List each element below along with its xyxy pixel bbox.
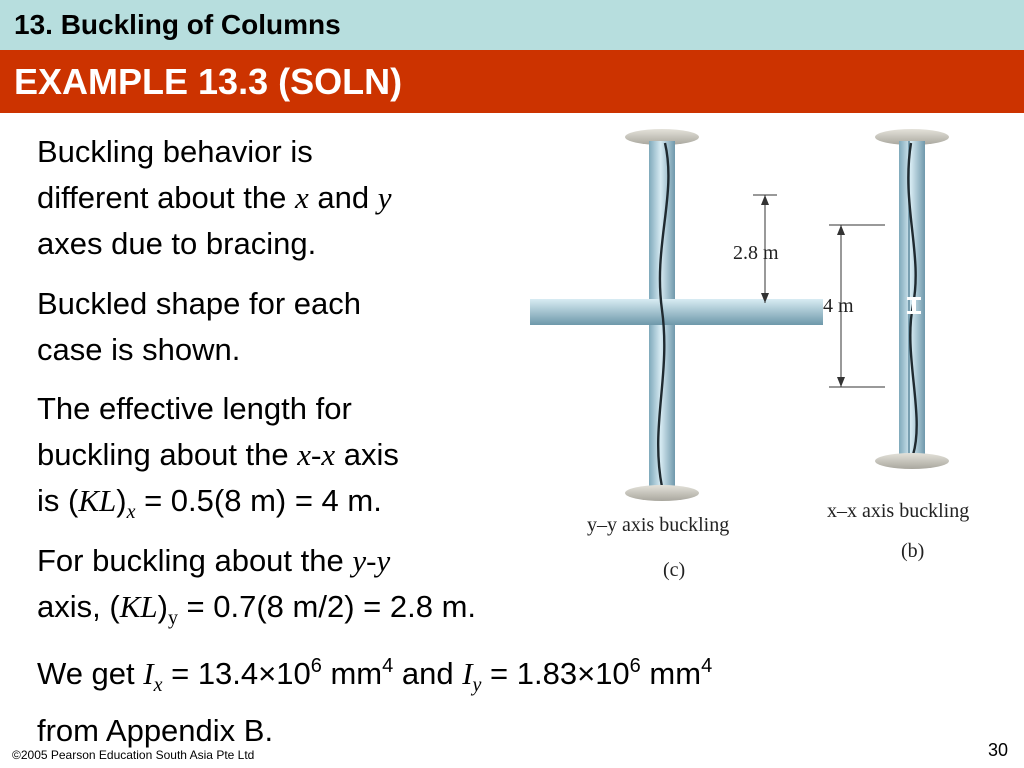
bullet-1 — [37, 129, 391, 267]
bullet-5-line-1 — [37, 643, 712, 708]
text: buckling about the — [37, 437, 298, 472]
bullet-5-line-2: from Appendix B. — [37, 713, 274, 748]
text: is ( — [37, 483, 79, 518]
text: We get — [37, 656, 144, 691]
left-column-diagram — [530, 129, 823, 501]
exponent: 6 — [629, 655, 641, 677]
bullet-3-line-3 — [37, 478, 399, 535]
exponent: 6 — [310, 655, 322, 677]
axis-symbol: x-x — [297, 437, 336, 472]
bullet-2 — [37, 281, 361, 373]
dim-4m: 4 m — [823, 295, 854, 317]
text: mm — [321, 656, 383, 691]
bullet-1-line-3: axes due to bracing. — [37, 226, 317, 261]
left-bottom-support — [625, 485, 699, 501]
text: For buckling about the — [37, 543, 353, 578]
dimension-lines — [733, 195, 885, 387]
text: = 13.4×10 — [162, 656, 311, 691]
bullet-1-line-2 — [37, 175, 391, 221]
exponent: 4 — [382, 655, 394, 677]
text: axis — [335, 437, 399, 472]
right-label: (b) — [901, 540, 925, 562]
course-title: 13. Buckling of Columns — [14, 9, 341, 40]
bullet-4-line-1 — [37, 538, 476, 584]
bracing-beam — [530, 299, 823, 325]
text: axis, ( — [37, 589, 120, 624]
subscript: y — [472, 674, 482, 696]
copyright-footer: ©2005 Pearson Education South Asia Pte Ltd — [12, 748, 255, 762]
column-buckling-figure — [525, 125, 1015, 590]
bullet-5 — [37, 643, 712, 754]
y-symbol: y — [377, 180, 392, 215]
subscript: y — [167, 607, 178, 629]
bullet-3 — [37, 386, 399, 535]
text: and — [393, 656, 463, 691]
bullet-3-line-2 — [37, 432, 399, 478]
page-number: 30 — [987, 740, 1008, 760]
subscript: x — [126, 501, 136, 523]
right-column-diagram — [875, 129, 949, 469]
left-caption: y–y axis buckling — [587, 514, 730, 536]
bullet-4-line-2 — [37, 584, 476, 641]
i-symbol: I — [462, 656, 473, 691]
bullet-2-line-2: case is shown. — [37, 332, 241, 367]
i-symbol: I — [143, 656, 154, 691]
bullet-2-line-1: Buckled shape for each — [37, 286, 361, 321]
text: = 1.83×10 — [481, 656, 630, 691]
right-caption: x–x axis buckling — [827, 500, 970, 522]
text: = 0.5(8 m) = 4 m. — [135, 483, 382, 518]
text: mm — [640, 656, 702, 691]
left-label: (c) — [663, 559, 686, 581]
text: different about the — [37, 180, 295, 215]
text: ) — [116, 483, 127, 518]
bullet-3-line-1: The effective length for — [37, 391, 352, 426]
text: and — [308, 180, 378, 215]
header-bar — [0, 0, 1024, 50]
dim-2-8m: 2.8 m — [733, 242, 779, 264]
right-bottom-support — [875, 453, 949, 469]
bullet-1-line-1: Buckling behavior is — [37, 134, 313, 169]
slide-title: EXAMPLE 13.3 (SOLN) — [14, 61, 403, 102]
axis-symbol: y-y — [352, 543, 391, 578]
exponent: 4 — [701, 655, 713, 677]
x-symbol: x — [294, 180, 309, 215]
text: ) — [157, 589, 168, 624]
subscript: x — [153, 674, 163, 696]
text: = 0.7(8 m/2) = 2.8 m. — [177, 589, 477, 624]
kl-symbol: KL — [78, 483, 117, 518]
bullet-4 — [37, 538, 476, 641]
kl-symbol: KL — [119, 589, 158, 624]
